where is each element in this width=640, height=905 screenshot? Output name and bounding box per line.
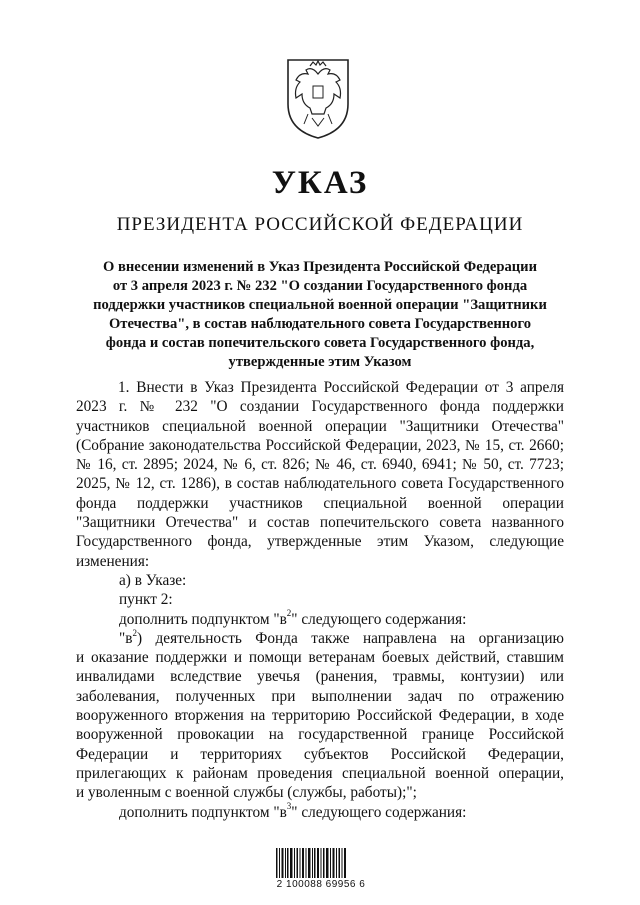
item-a: а) в Указе: bbox=[119, 571, 187, 589]
quote-line: вооруженного вторжения на территорию Российской Федерации, в ходе bbox=[76, 707, 564, 725]
body-line: № 16, ст. 2895; 2024, № 6, ст. 826; № 46, ст. 6940, 6941; № 50, ст. 7723; bbox=[76, 456, 564, 474]
document-title: УКАЗ bbox=[271, 165, 369, 201]
barcode-icon bbox=[276, 848, 346, 878]
body-line: "Защитники Отечества" и состав попечительского совета названного bbox=[76, 514, 564, 532]
heading-line: от 3 апреля 2023 г. № 232 "О создании Государственного фонда bbox=[112, 278, 528, 294]
heading-line: О внесении изменений в Указ Президента Российской Федерации bbox=[103, 259, 537, 275]
quote-line: вооруженной провокации на государственной границе Российской bbox=[76, 726, 564, 744]
body-line: Государственного фонда, утвержденные этим Указом, следующие bbox=[76, 533, 564, 551]
decree-body bbox=[76, 378, 564, 822]
coat-of-arms-icon bbox=[282, 52, 354, 140]
heading-line: утвержденные этим Указом bbox=[228, 354, 412, 370]
supplement-line-2: дополнить подпунктом "$в^3$" следующего содержания: bbox=[119, 801, 467, 821]
point-2: пункт 2: bbox=[119, 591, 173, 609]
quote-line: и оказание поддержки и помощи ветеранам боевых действий, ставшим bbox=[76, 649, 564, 667]
body-line: участников специальной военной операции "Защитники Отечества" bbox=[76, 417, 564, 435]
body-line: (Собрание законодательства Российской Федерации, 2023, № 15, ст. 2660; bbox=[76, 436, 564, 454]
heading-line: фонда и состав попечительского совета Государственного фонда, bbox=[105, 335, 535, 351]
body-line: фонда поддержки участников специальной военной операции bbox=[76, 494, 564, 512]
body-line: изменения: bbox=[76, 552, 150, 570]
quote-line: инвалидами вследствие увечья (ранения, травмы, контузии) или bbox=[76, 668, 564, 686]
quote-line: Федерации и территориях субъектов Российской Федерации, bbox=[76, 745, 564, 763]
decree-heading bbox=[82, 258, 558, 372]
document-subtitle: ПРЕЗИДЕНТА РОССИЙСКОЙ ФЕДЕРАЦИИ bbox=[116, 214, 524, 235]
body-line: 2025, № 12, ст. 1286), в состав наблюдательного совета Государственного bbox=[76, 475, 564, 493]
heading-line: Отечества", в состав наблюдательного совета Государственного bbox=[108, 316, 532, 332]
body-line: 1. Внести в Указ Президента Российской Федерации от 3 апреля bbox=[118, 379, 564, 396]
quote-line: заболевания, полученных при выполнении задач по отражению bbox=[76, 687, 564, 705]
supplement-line-1: дополнить подпунктом "$в^2$" следующего содержания: bbox=[119, 608, 467, 628]
quote-first-line: "$в^2$) деятельность Фонда также направлена на организацию bbox=[119, 627, 564, 647]
barcode-number: 2 100088 69956 6 bbox=[276, 879, 366, 890]
body-line: 2023 г. № 232 "О создании Государственного фонда поддержки bbox=[76, 398, 564, 416]
quote-line: и уволенным с военной службы (службы, работы);"; bbox=[76, 784, 417, 802]
quote-line: прилегающих к районам проведения специальной военной операции, bbox=[76, 764, 564, 782]
heading-line: поддержки участников специальной военной операции "Защитники bbox=[93, 297, 547, 313]
